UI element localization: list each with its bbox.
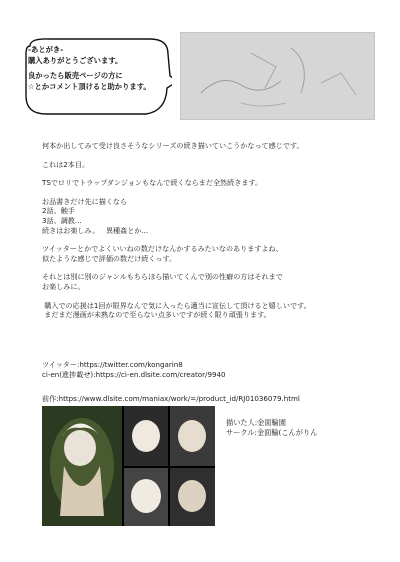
body-line: それとは別に別のジャンルもちらほら描いてくんで別の性癖の方はそれまで (42, 272, 283, 282)
body-line: お品書きだけ先に描くなら (42, 196, 128, 206)
body-line: 似たような感じで評価の数だけ続くっす。 (42, 253, 177, 263)
body-line: 2話、触手 (42, 206, 75, 216)
body-line: TSでロリでトラップダンジョンもなんで続くならまだ全然続きます。 (42, 178, 263, 188)
body-line: 購入での応援は1回が限界なんで気に入ったら適当に宣伝して頂けると嬉しいです。 (42, 300, 311, 310)
body-line: ツイッターとかでよくいいねの数だけなんかするみたいなのありますよね、 (42, 244, 283, 254)
bubble-line: 良かったら販売ページの方に (28, 71, 123, 80)
cien-link[interactable]: ci-en(進捗載せ):https://ci-en.dlsite.com/creator/9940 (42, 369, 226, 379)
bubble-line: 購入ありがとうございます。 (28, 55, 123, 65)
body-line: 続きはお楽しみ。 異種姦とか... (42, 225, 149, 235)
links-block (42, 360, 382, 379)
bubble-line: -あとがき- (28, 45, 64, 54)
afterword-body (42, 141, 372, 320)
cover-art (42, 406, 215, 526)
body-line: 3話、調教... (42, 215, 82, 225)
circle-credit: サークル:金面輪(こんがりん (226, 428, 318, 437)
body-line: お楽しみに。 (42, 281, 85, 291)
credits-block (226, 418, 317, 438)
bubble-line: ☆とかコメント頂けると助かります。 (28, 81, 151, 91)
bubble-text (28, 45, 178, 92)
twitter-link[interactable]: ツイッター:https://twitter.com/kongarin8 (42, 360, 183, 369)
sketch-image (180, 32, 375, 120)
body-line: 何本か出してみて受け良さそうなシリーズの続き描いていこうかなって感じです。 (42, 141, 304, 150)
body-line: まだまだ漫画が未熟なので至らない点多いですが続く限り頑張ります。 (42, 310, 271, 320)
artist-credit: 描いた人:金面輪園 (226, 418, 286, 427)
product-link[interactable]: 前作:https://www.dlsite.com/maniax/work/=/product_id/RJ01036079.html (42, 394, 300, 403)
body-line: これは2本目。 (42, 159, 90, 169)
